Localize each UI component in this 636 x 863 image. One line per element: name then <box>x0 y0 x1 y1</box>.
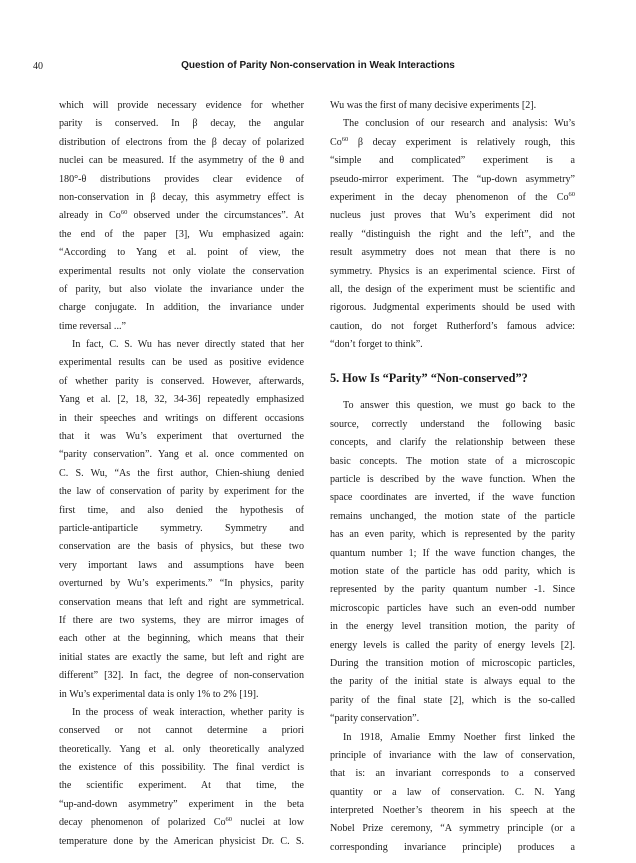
text-line <box>59 410 304 428</box>
text-line <box>330 710 575 728</box>
text-line <box>330 600 575 618</box>
text-run: the scientific experiment. At that time, the <box>59 780 304 792</box>
text-run: conservation means that left and right are symmetrical. <box>59 596 304 608</box>
text-run: initial states are exactly the same, but left and right are <box>59 651 304 663</box>
text-run: the end of the paper [3], Wu emphasized again: <box>59 228 304 240</box>
text-run: space coordinates are inverted, if the wave function <box>330 492 575 504</box>
text-run: interpreted Noether’s theorem in his speech at the <box>330 805 575 817</box>
text-run: “According to Yang et al. point of view, the <box>59 247 304 259</box>
page-number: 40 <box>33 61 43 72</box>
text-run: conservation are the basis of physics, but these two <box>59 541 304 553</box>
text-line <box>59 336 304 354</box>
text-line <box>59 777 304 795</box>
text-run: 180°-θ distributions provides clear evidence of <box>59 173 304 185</box>
text-run: observed under the circumstances”. At <box>127 210 304 222</box>
text-run: in Wu’s experimental data is only 1% to 2% [19]. <box>59 688 259 700</box>
text-run: experimental results can be used as positive evidence <box>59 357 304 369</box>
text-line <box>59 115 304 133</box>
text-line <box>330 802 575 820</box>
text-run: very important laws and assumptions have been <box>59 559 304 571</box>
text-line <box>330 729 575 747</box>
text-run: non-conservation in β decay, this asymmetry effect is <box>59 191 304 203</box>
text-run: “don’t forget to think”. <box>330 339 423 351</box>
text-run: first time, and also denied the hypothesis of <box>59 504 304 516</box>
text-run: rigorous. Judgmental experiments should be used with <box>330 302 575 314</box>
text-run: The conclusion of our research and analysis: Wu’s <box>343 118 575 130</box>
text-line <box>330 508 575 526</box>
text-run: nuclei at low <box>232 817 304 829</box>
text-line <box>59 502 304 520</box>
text-run: caution, do not forget Rutherford’s famous advice: <box>330 320 575 332</box>
text-run: that is: an invariant corresponds to a conserved <box>330 768 575 780</box>
text-run: microscopic particles have such an even-odd number <box>330 602 575 614</box>
text-line <box>59 171 304 189</box>
right-lines-bottom <box>330 397 575 857</box>
text-run: “up-and-down asymmetry” experiment in the beta <box>59 798 304 810</box>
text-line <box>330 453 575 471</box>
text-run: parity is conserved. In β decay, the angular <box>59 118 304 130</box>
text-run: Nobel Prize ceremony, “A symmetry principle (or a <box>330 823 575 835</box>
text-line <box>330 416 575 434</box>
text-line <box>330 171 575 189</box>
text-line <box>59 612 304 630</box>
text-line <box>59 373 304 391</box>
text-line <box>59 318 304 336</box>
text-line <box>330 784 575 802</box>
text-line <box>59 207 304 225</box>
text-line <box>330 318 575 336</box>
text-run: the law of conservation of parity by experiment for the <box>59 486 304 498</box>
text-run: charge conjugate. In addition, the invariance under <box>59 302 304 314</box>
text-run: all, the design of the experiment must be scientific and <box>330 283 575 295</box>
superscript: 60 <box>341 135 349 143</box>
text-run: result asymmetry does not mean that there is no <box>330 247 575 259</box>
text-line <box>59 833 304 851</box>
text-line <box>59 575 304 593</box>
text-run: represented by the parity quantum number -1. Since <box>330 584 575 596</box>
text-line <box>59 722 304 740</box>
text-line <box>59 465 304 483</box>
superscript: 60 <box>120 209 128 217</box>
text-run: different” [32]. In fact, the degree of non-conservation <box>59 670 304 682</box>
text-run: which will provide necessary evidence for whether <box>59 100 304 111</box>
text-line <box>59 152 304 170</box>
text-run: of whether parity is conserved. However, afterwards, <box>59 375 304 387</box>
text-line <box>59 759 304 777</box>
text-run: C. S. Wu, “As the first author, Chien-shiung denied <box>59 467 304 479</box>
text-run: parity of the final state [2], which is the so-called <box>330 694 575 706</box>
text-run: nucleus just proves that Wu’s experiment did not <box>330 210 575 222</box>
text-line <box>330 618 575 636</box>
text-run: symmetry. Physics is an experimental science. First of <box>330 265 575 277</box>
text-line <box>59 446 304 464</box>
text-line <box>59 391 304 409</box>
right-column <box>330 97 575 857</box>
text-line <box>330 97 575 115</box>
text-line <box>330 244 575 262</box>
text-line <box>330 152 575 170</box>
text-run: time reversal ...” <box>59 320 126 332</box>
text-run: principle of invariance with the law of conservation, <box>330 749 575 761</box>
text-run: in their speeches and writings on different occasions <box>59 412 304 424</box>
text-line <box>59 226 304 244</box>
text-run: the parity of the initial state is always equal to the <box>330 676 575 688</box>
text-line <box>59 594 304 612</box>
text-line <box>59 189 304 207</box>
text-run: experimental results not only violate the conservation <box>59 265 304 277</box>
text-run: In the process of weak interaction, whether parity is <box>72 706 304 718</box>
text-run: really “distinguish the right and the left”, and the <box>330 228 575 240</box>
text-line <box>330 692 575 710</box>
text-line <box>59 299 304 317</box>
text-run: Co <box>330 136 342 148</box>
text-run: temperature done by the American physicist Dr. C. S. <box>59 835 304 847</box>
text-run: remains unchanged, the motion state of the particle <box>330 510 575 522</box>
text-line <box>330 839 575 857</box>
text-run: motion state of the particle has odd parity, which is <box>330 565 575 577</box>
text-run: the existence of this possibility. The final verdict is <box>59 762 304 774</box>
text-line <box>330 526 575 544</box>
text-run: particle is described by the wave function. When the <box>330 474 575 486</box>
text-run: conserved or not cannot determine a priori <box>59 725 304 737</box>
text-run: that it was Wu’s experiment that overturned the <box>59 431 304 443</box>
text-line <box>330 655 575 673</box>
text-line <box>59 741 304 759</box>
text-line <box>59 704 304 722</box>
superscript: 60 <box>568 190 575 198</box>
text-line <box>59 281 304 299</box>
text-line <box>330 563 575 581</box>
text-line <box>330 207 575 225</box>
text-line <box>330 134 575 152</box>
text-line <box>330 434 575 452</box>
text-line <box>59 263 304 281</box>
text-line <box>59 814 304 832</box>
text-run: source, correctly understand the following basic <box>330 418 575 430</box>
text-run: pseudo-mirror experiment. The “up-down asymmetry” <box>330 173 575 185</box>
text-run: in the energy level transition motion, the parity of <box>330 621 575 633</box>
text-run: If there are two systems, they are mirror images of <box>59 614 304 626</box>
text-run: of parity, but also violate the invariance under the <box>59 283 304 295</box>
text-line <box>59 244 304 262</box>
text-line <box>330 820 575 838</box>
text-run: distribution of electrons from the β decay of polarized <box>59 136 304 148</box>
text-run: each other at the beginning, which means that their <box>59 633 304 645</box>
text-line <box>330 581 575 599</box>
text-line <box>330 336 575 354</box>
text-run: already in Co <box>59 210 121 222</box>
text-line <box>330 471 575 489</box>
text-run: quantity or a law of conservation. C. N. Yang <box>330 786 575 798</box>
text-run: In fact, C. S. Wu has never directly stated that her <box>72 339 304 351</box>
text-run: In 1918, Amalie Emmy Noether first linked the <box>343 731 575 743</box>
text-run: β decay experiment is relatively rough, this <box>348 136 575 148</box>
text-line <box>59 796 304 814</box>
text-line <box>330 673 575 691</box>
text-line <box>59 686 304 704</box>
text-run: “simple and complicated” experiment is a <box>330 155 575 167</box>
text-line <box>59 483 304 501</box>
text-run: “parity conservation”. Yang et al. once commented on <box>59 449 304 461</box>
text-run: particle-antiparticle symmetry. Symmetry and <box>59 522 304 534</box>
text-run: Wu was the first of many decisive experiments [2]. <box>330 100 537 111</box>
text-line <box>330 489 575 507</box>
text-line <box>330 115 575 133</box>
text-line <box>59 520 304 538</box>
text-run: During the transition motion of microscopic particles, <box>330 657 575 669</box>
text-line <box>330 189 575 207</box>
text-line <box>330 545 575 563</box>
text-line <box>330 226 575 244</box>
text-line <box>330 765 575 783</box>
text-run: quantum number 1; If the wave function changes, the <box>330 547 575 559</box>
text-line <box>59 354 304 372</box>
left-column <box>59 97 304 851</box>
text-run: energy levels is called the parity of energy levels [2]. <box>330 639 575 651</box>
text-run: nuclei can be measured. If the asymmetry of the θ and <box>59 155 304 167</box>
text-run: decay phenomenon of polarized Co <box>59 817 226 829</box>
text-run: experiment in the decay phenomenon of the Co <box>330 191 569 203</box>
text-run: To answer this question, we must go back to the <box>343 400 575 412</box>
right-lines-top <box>330 97 575 354</box>
text-line <box>59 134 304 152</box>
text-line <box>330 263 575 281</box>
text-line <box>59 649 304 667</box>
text-line <box>59 97 304 115</box>
text-run: Yang et al. [2, 18, 32, 34-36] repeatedly emphasized <box>59 394 304 406</box>
text-line <box>59 557 304 575</box>
text-line <box>330 637 575 655</box>
text-run: concepts, and clarify the relationship between these <box>330 437 575 449</box>
left-lines <box>59 97 304 851</box>
superscript: 60 <box>225 816 233 824</box>
text-run: corresponding invariance principle) produces a <box>330 841 575 853</box>
text-run: theoretically. Yang et al. only theoretically analyzed <box>59 743 304 755</box>
text-run: “parity conservation”. <box>330 713 420 725</box>
text-line <box>330 397 575 415</box>
text-line <box>330 281 575 299</box>
text-line <box>59 428 304 446</box>
text-run: overturned by Wu’s experiments.” “In physics, parity <box>59 578 304 590</box>
text-line <box>59 630 304 648</box>
text-run: basic concepts. The motion state of a microscopic <box>330 455 575 467</box>
text-line <box>330 747 575 765</box>
running-head: Question of Parity Non-conservation in Weak Interactions <box>181 60 455 71</box>
section-heading: 5. How Is “Parity” “Non-conserved”? <box>330 371 528 386</box>
text-run: has an even parity, which is represented by the parity <box>330 529 575 541</box>
text-line <box>59 667 304 685</box>
text-line <box>59 538 304 556</box>
text-line <box>330 299 575 317</box>
